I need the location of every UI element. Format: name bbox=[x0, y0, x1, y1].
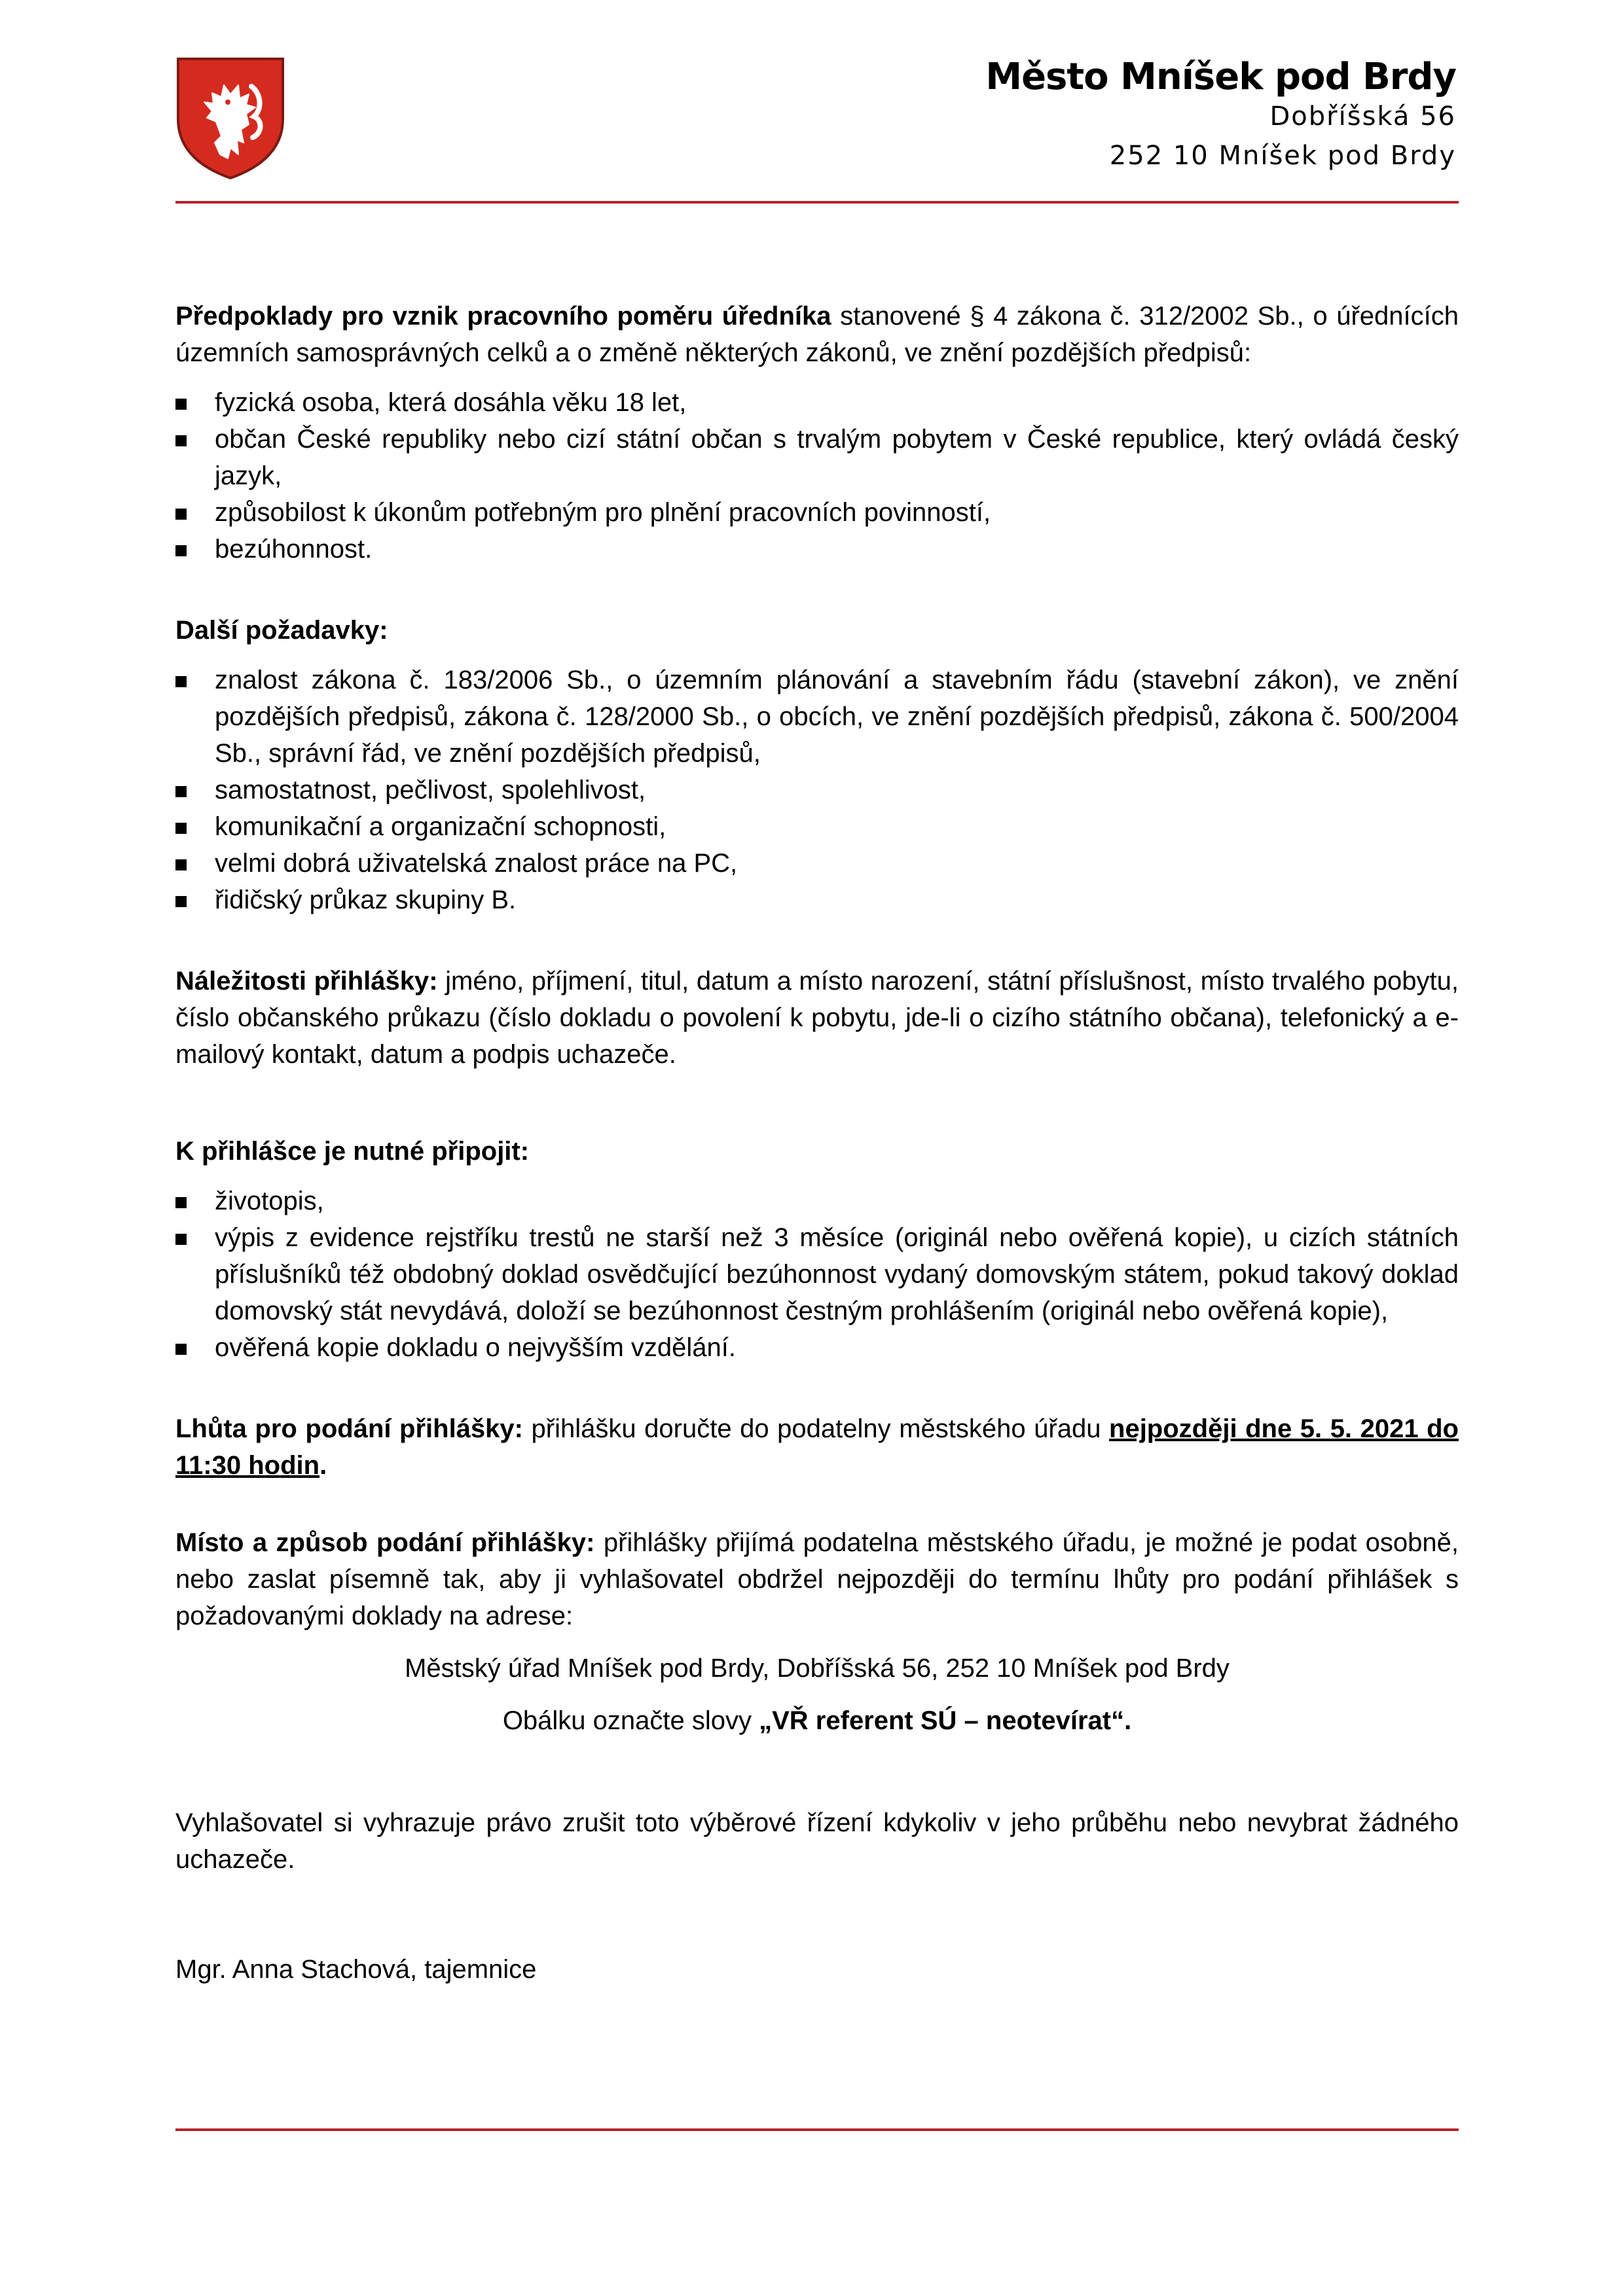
submission-address: Městský úřad Mníšek pod Brdy, Dobříšská 56, 252 10 Mníšek pod Brdy bbox=[405, 1654, 1230, 1683]
city-address: 252 10 Mníšek pod Brdy bbox=[1109, 141, 1456, 171]
prereq-text: stanovené § 4 zákona č. 312/2002 Sb., o úřednících územních samosprávných celků a o změně některých zákonů, ve znění pozdějších předpisů: bbox=[175, 302, 1459, 367]
list-item: velmi dobrá uživatelská znalost práce na PC, bbox=[175, 845, 1459, 882]
bullet-icon bbox=[175, 786, 187, 797]
prereq-list bbox=[175, 384, 1459, 567]
requirements-list bbox=[175, 662, 1459, 918]
document-body bbox=[175, 298, 1459, 1988]
footer-divider bbox=[175, 2128, 1459, 2131]
signature: Mgr. Anna Stachová, tajemnice bbox=[175, 1955, 537, 1984]
bullet-icon bbox=[175, 823, 187, 834]
list-item: řidičský průkaz skupiny B. bbox=[175, 882, 1459, 918]
disclaimer: Vyhlašovatel si vyhrazuje právo zrušit toto výběrové řízení kdykoliv v jeho průběhu nebo nevybrat žádného uchazeče. bbox=[175, 1808, 1459, 1874]
list-item: samostatnost, pečlivost, spolehlivost, bbox=[175, 772, 1459, 808]
list-item: bezúhonnost. bbox=[175, 531, 1459, 567]
list-item: ověřená kopie dokladu o nejvyšším vzdělání. bbox=[175, 1329, 1459, 1366]
application-paragraph bbox=[175, 963, 1459, 1073]
list-item: způsobilost k úkonům potřebným pro plnění pracovních povinností, bbox=[175, 494, 1459, 531]
bullet-icon bbox=[175, 676, 187, 687]
deadline-date: nejpozději dne 5. 5. 2021 do 11:30 hodin bbox=[175, 1414, 1459, 1480]
bullet-icon bbox=[175, 1344, 187, 1355]
town-name: Město Mníšek pod Brdy bbox=[985, 56, 1456, 98]
prereq-heading: Předpoklady pro vznik pracovního poměru úředníka bbox=[175, 302, 831, 331]
list-item: komunikační a organizační schopnosti, bbox=[175, 808, 1459, 845]
requirements-heading: Další požadavky: bbox=[175, 616, 388, 645]
submission-paragraph bbox=[175, 1524, 1459, 1634]
attachments-heading: K přihlášce je nutné připojit: bbox=[175, 1137, 530, 1166]
bullet-icon bbox=[175, 435, 187, 446]
submission-heading: Místo a způsob podání přihlášky: bbox=[175, 1528, 595, 1557]
coat-of-arms-logo bbox=[175, 56, 285, 181]
deadline-heading: Lhůta pro podání přihlášky: bbox=[175, 1414, 523, 1443]
header-divider bbox=[175, 201, 1459, 204]
bullet-icon bbox=[175, 399, 187, 410]
list-item: občan České republiky nebo cizí státní občan s trvalým pobytem v České republice, který ovládá český jazyk, bbox=[175, 421, 1459, 494]
envelope-instruction: Obálku označte slovy „VŘ referent SÚ – neotevírat“. bbox=[502, 1706, 1132, 1735]
application-heading: Náležitosti přihlášky: bbox=[175, 967, 438, 996]
list-item: fyzická osoba, která dosáhla věku 18 let, bbox=[175, 384, 1459, 421]
application-text: jméno, příjmení, titul, datum a místo narození, státní příslušnost, místo trvalého pobytu, číslo občanského průkazu (číslo dokladu o povolení k pobytu, jde-li o cizího státního občana), telefonický a e-mailový kontakt, datum a podpis uchazeče. bbox=[175, 967, 1459, 1069]
bullet-icon bbox=[175, 896, 187, 907]
bullet-icon bbox=[175, 859, 187, 870]
bullet-icon bbox=[175, 1197, 187, 1208]
list-item: znalost zákona č. 183/2006 Sb., o územním plánování a stavebním řádu (stavební zákon), ve znění pozdějších předpisů, zákona č. 128/2000 Sb., o obcích, ve znění pozdějších předpisů, zákona č. 500/2004 Sb., správní řád, ve znění pozdějších předpisů, bbox=[175, 662, 1459, 772]
submission-text: přihlášky přijímá podatelna městského úřadu, je možné je podat osobně, nebo zaslat písemně tak, aby ji vyhlašovatel obdržel nejpozději do termínu lhůty pro podání přihlášek s požadovanými doklady na adrese: bbox=[175, 1528, 1459, 1630]
street-address: Dobříšská 56 bbox=[1269, 101, 1456, 132]
bullet-icon bbox=[175, 1234, 187, 1245]
deadline-paragraph: Lhůta pro podání přihlášky: přihlášku doručte do podatelny městského úřadu nejpozději dne 5. 5. 2021 do 11:30 hodin. bbox=[175, 1414, 1459, 1480]
list-item: životopis, bbox=[175, 1183, 1459, 1219]
envelope-label: „VŘ referent SÚ – neotevírat“. bbox=[759, 1706, 1132, 1735]
deadline-text: přihlášku doručte do podatelny městského úřadu bbox=[523, 1414, 1110, 1443]
attachments-list bbox=[175, 1183, 1459, 1366]
list-item: výpis z evidence rejstříku trestů ne starší než 3 měsíce (originál nebo ověřená kopie), u cizích státních příslušníků též obdobný doklad osvědčující bezúhonnost vydaný domovským státem, pokud takový doklad domovský stát nevydává, doloží se bezúhonnost čestným prohlášením (originál nebo ověřená kopie), bbox=[175, 1219, 1459, 1329]
bullet-icon bbox=[175, 509, 187, 520]
bullet-icon bbox=[175, 545, 187, 556]
prereq-paragraph bbox=[175, 298, 1459, 371]
header-address-block bbox=[985, 58, 1456, 175]
